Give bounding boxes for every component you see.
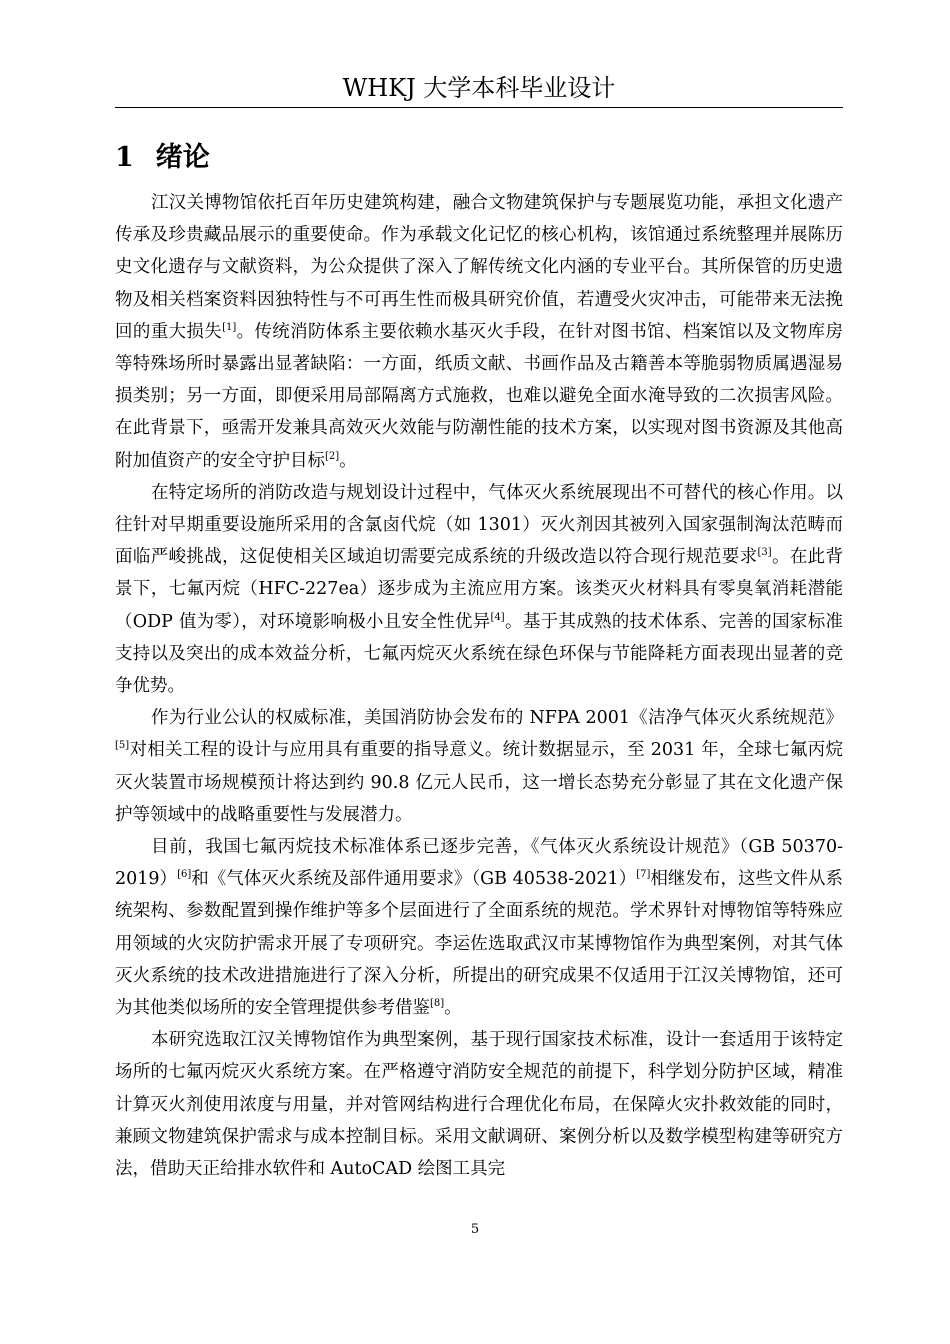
paragraph bbox=[115, 702, 843, 831]
chapter-title: 绪论 bbox=[155, 142, 210, 173]
citation-ref: [3] bbox=[757, 547, 772, 559]
paragraph-text: 本研究选取江汉关博物馆作为典型案例，基于现行国家技术标准，设计一套适用于该特定场所的七氟丙烷灭火系统方案。在严格遵守消防安全规范的前提下，科学划分防护区域，精准计算灭火剂使用浓度与用量，并对管网结构进行合理优化布局，在保障火灾扑救效能的同时，兼顾文物建筑保护需求与成本控制目标。采用文献调研、案例分析以及数学模型构建等研究方法，借助天正给排水软件和 AutoCAD 绘图工具完 bbox=[115, 1030, 843, 1180]
paragraph-text: 和《气体灭火系统及部件通用要求》（GB 40538-2021） bbox=[191, 869, 637, 890]
paragraph-text: 在特定场所的消防改造与规划设计过程中，气体灭火系统展现出不可替代的核心作用。以往针对早期重要设施所采用的含氯卤代烷（如 1301）灭火剂因其被列入国家强制淘汰范畴而面临严峻挑战，这促使相关区域迫切需要完成系统的升级改造以符合现行规范要求 bbox=[115, 482, 843, 568]
header-rule bbox=[115, 107, 843, 108]
paragraph-text: 对相关工程的设计与应用具有重要的指导意义。统计数据显示，至 2031 年，全球七氟丙烷灭火装置市场规模预计将达到约 90.8 亿元人民币，这一增长态势充分彰显了其在文化遗产保护等领域中的战略重要性与发展潜力。 bbox=[115, 740, 843, 825]
paragraph-text: 。在此背景下，七氟丙烷（HFC-227ea）逐步成为主流应用方案。该类灭火材料具有零臭氧消耗潜能（ODP 值为零），对环境影响极小且安全性优异 bbox=[115, 547, 844, 632]
citation-ref: [1] bbox=[222, 321, 237, 333]
paragraph-text: 目前，我国七氟丙烷技术标准体系已逐步完善，《气体灭火系统设计规范》（GB 50370-2019） bbox=[115, 837, 843, 890]
header-title: WHKJ 大学本科毕业设计 bbox=[342, 74, 616, 102]
citation-ref: [7] bbox=[636, 869, 651, 881]
citation-ref: [8] bbox=[430, 998, 445, 1010]
paragraph-text: 相继发布，这些文件从系统架构、参数配置到操作维护等多个层面进行了全面系统的规范。学术界针对博物馆等特殊应用领域的火灾防护需求开展了专项研究。李运佐选取武汉市某博物馆作为典型案例，对其气体灭火系统的技术改进措施进行了深入分析，所提出的研究成果不仅适用于江汉关博物馆，还可为其他类似场所的安全管理提供参考借鉴 bbox=[115, 869, 843, 1019]
paragraph-text: 。 bbox=[339, 450, 357, 471]
paragraph-text: 。传统消防体系主要依赖水基灭火手段，在针对图书馆、档案馆以及文物库房等特殊场所时暴露出显著缺陷：一方面，纸质文献、书画作品及古籍善本等脆弱物质属遇湿易损类别；另一方面，即便采用局部隔离方式施救，也难以避免全面水淹导致的二次损害风险。在此背景下，亟需开发兼具高效灭火效能与防潮性能的技术方案，以实现对图书资源及其他高附加值资产的安全守护目标 bbox=[115, 321, 844, 471]
paragraph bbox=[115, 1024, 843, 1185]
paragraph bbox=[115, 477, 843, 702]
paragraph bbox=[115, 831, 843, 1024]
paragraph-text: 。 bbox=[444, 998, 462, 1019]
citation-ref: [4] bbox=[490, 611, 505, 623]
paragraph-text: 江汉关博物馆依托百年历史建筑构建，融合文物建筑保护与专题展览功能，承担文化遗产传承及珍贵藏品展示的重要使命。作为承载文化记忆的核心机构，该馆通过系统整理并展陈历史文化遗存与文献资料，为公众提供了深入了解传统文化内涵的专业平台。其所保管的历史遗物及相关档案资料因独特性与不可再生性而极具研究价值，若遭受火灾冲击，可能带来无法挽回的重大损失 bbox=[115, 193, 843, 342]
citation-ref: [2] bbox=[325, 450, 340, 462]
body-text bbox=[115, 187, 843, 1185]
citation-ref: [6] bbox=[177, 869, 192, 881]
citation-ref: [5] bbox=[115, 740, 130, 752]
paragraph-text: 。基于其成熟的技术体系、完善的国家标准支持以及突出的成本效益分析，七氟丙烷灭火系统在绿色环保与节能降耗方面表现出显著的竞争优势。 bbox=[115, 611, 843, 697]
page-number: 5 bbox=[470, 1222, 480, 1237]
chapter-number: 1 bbox=[115, 142, 134, 173]
chapter-heading bbox=[115, 140, 210, 176]
paragraph bbox=[115, 187, 843, 477]
page-header bbox=[115, 72, 843, 104]
paragraph-text: 作为行业公认的权威标准，美国消防协会发布的 NFPA 2001《洁净气体灭火系统规范》 bbox=[151, 708, 843, 729]
